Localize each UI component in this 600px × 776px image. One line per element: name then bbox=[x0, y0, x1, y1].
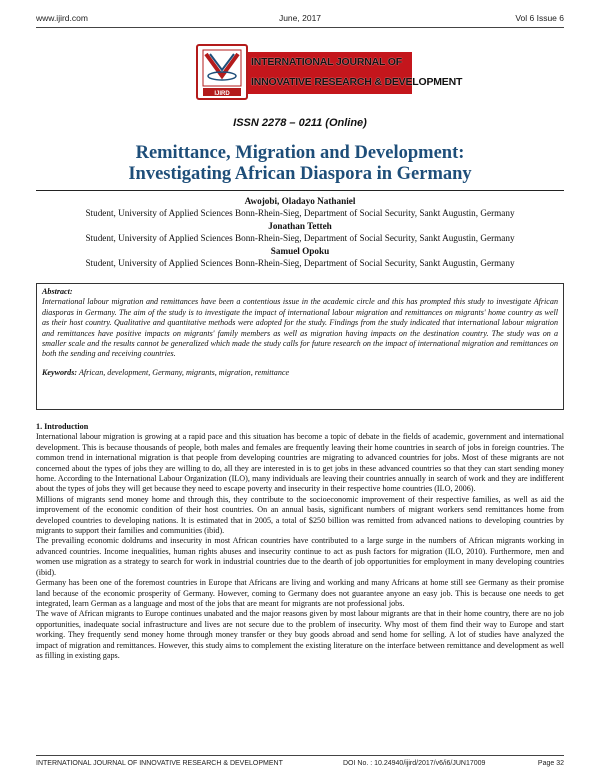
author-affiliation: Student, University of Applied Sciences Bonn-Rhein-Sieg, Department of Social Security, Sankt Augustin, Germany bbox=[85, 233, 515, 244]
author-list bbox=[36, 195, 564, 269]
body-paragraph: International labour migration is growing at a rapid pace and this situation has become a topic of debate in the fields of academic, government and international development. This is because thousands of people, both males and females are frequently leaving their home countries in search of jobs in foreign countries. The common trend in international migration is that people from developing countries are migrating to advanced countries for jobs. Most of these migrants are not concerned about the types of jobs they are willing to do, all they are interested in is to get jobs in these advanced countries so that they can start sending money home. According to the International Labour Organization (ILO), many individuals are leaving their countries annually in search of work and they are indifferent about the types of jobs they will get because they need to escape poverty and insecurity in their respective home countries (ILO, 2006). bbox=[36, 432, 564, 494]
abstract-text: International labour migration and remittances have been a contentious issue in the academic circle and this has prompted this study to investigate African diasporas in Germany. The aim of the study is to investigate the impact of international labour migration and remittances on migrants' home country as well as their host country. Qualitative and quantitative methods were adopted for the study. Findings from the study indicated that international labour migration and remittances have positive impacts on migrants' family members as well as migration having impacts on the destination country. The study was on a smaller scale and the results cannot be generalized which made the study calls for future research on the impact of international migration and remittances on both the sending and receiving countries. bbox=[42, 297, 558, 359]
keywords-label: Keywords: bbox=[42, 367, 78, 377]
abstract-label: Abstract: bbox=[42, 287, 73, 296]
keywords bbox=[42, 368, 558, 378]
title-line-2: Investigating African Diaspora in Germany bbox=[128, 164, 472, 184]
author-name: Awojobi, Oladayo Nathaniel bbox=[244, 196, 356, 206]
logo-emblem-icon bbox=[196, 44, 248, 100]
paper-title bbox=[0, 143, 600, 185]
running-header bbox=[36, 13, 564, 27]
section-heading: 1. Introduction bbox=[36, 422, 89, 431]
author-affiliation: Student, University of Applied Sciences Bonn-Rhein-Sieg, Department of Social Security, Sankt Augustin, Germany bbox=[85, 258, 515, 269]
footer-divider bbox=[36, 755, 564, 756]
journal-website[interactable]: www.ijird.com bbox=[36, 13, 88, 23]
logo-wordmark bbox=[248, 52, 463, 94]
keywords-list: African, development, Germany, migrants, migration, remittance bbox=[78, 367, 290, 377]
footer-journal-name: INTERNATIONAL JOURNAL OF INNOVATIVE RESEARCH & DEVELOPMENT bbox=[36, 760, 283, 767]
running-footer bbox=[36, 760, 564, 772]
page-number: Page 32 bbox=[537, 760, 564, 767]
body-paragraph: The prevailing economic doldrums and insecurity in most African countries have contributed to a large surge in the numbers of African migrants working in advanced countries. Income inequalities, human rights abuses and insecurity continue to act as push factors for migration (ILO, 2010). Furthermore, men and women use migration as a strategy to search for work in industrial countries due to the dearth of job opportunities for employment in many developing countries (ibid). bbox=[36, 536, 564, 577]
header-divider bbox=[36, 27, 564, 28]
body-paragraph: Germany has been one of the foremost countries in Europe that Africans are living and working and many Africans at home still see Germany as their promise land because of the economic prosperity of Germany. However, coming to Germany does not guarantee anyone an easy job. This is because one needs to get integrated, learn German as a language and most of the jobs that are meant for migrants are not professional jobs. bbox=[36, 578, 564, 608]
abstract-box bbox=[36, 283, 564, 410]
logo-line-1: INTERNATIONAL JOURNAL OF bbox=[251, 56, 402, 68]
svg-text:IJIRD: IJIRD bbox=[214, 91, 230, 97]
body-paragraph: Millions of migrants send money home and through this, they contribute to the socioeconomic improvement of their respective families, as well as aid the improvement of the economic condition of their host countries. On an annual basis, significant numbers of migrant workers send remittances home from developed countries to developing nations. It is estimated that in 2005, a total of $250 billion was remitted from advanced nations to developing countries by migrants to support their families and communities (ibid). bbox=[36, 494, 564, 536]
footer-doi[interactable]: DOI No. : 10.24940/ijird/2017/v6/i6/JUN17009 bbox=[343, 760, 486, 767]
volume-issue: Vol 6 Issue 6 bbox=[515, 13, 564, 23]
author-name: Samuel Opoku bbox=[270, 245, 330, 256]
title-divider bbox=[36, 190, 564, 191]
author-name: Jonathan Tetteh bbox=[268, 220, 332, 231]
issue-date: June, 2017 bbox=[278, 13, 322, 23]
logo-line-2: INNOVATIVE RESEARCH & DEVELOPMENT bbox=[251, 76, 463, 88]
journal-logo bbox=[196, 44, 463, 100]
title-line-1: Remittance, Migration and Development: bbox=[135, 143, 465, 163]
body-paragraph: The wave of African migrants to Europe continues unabated and the major reasons given by most labour migrants are that in their home country, there are no job opportunities, inadequate social infrastructure and lives are not secure due to the problem of insecurity. Why most of them find their way to Europe and start working. They frequently send money home through money transfer or they buy goods abroad and send home for selling. A lot of studies have analyzed the impact of migration and remittances. However, this study aims to complement the existing literature on the interface between remittance and development as well as filling in existing gaps. bbox=[36, 609, 564, 660]
author-affiliation: Student, University of Applied Sciences Bonn-Rhein-Sieg, Department of Social Security, Sankt Augustin, Germany bbox=[85, 208, 515, 219]
introduction-section bbox=[36, 422, 564, 661]
issn: ISSN 2278 – 0211 (Online) bbox=[233, 117, 367, 129]
